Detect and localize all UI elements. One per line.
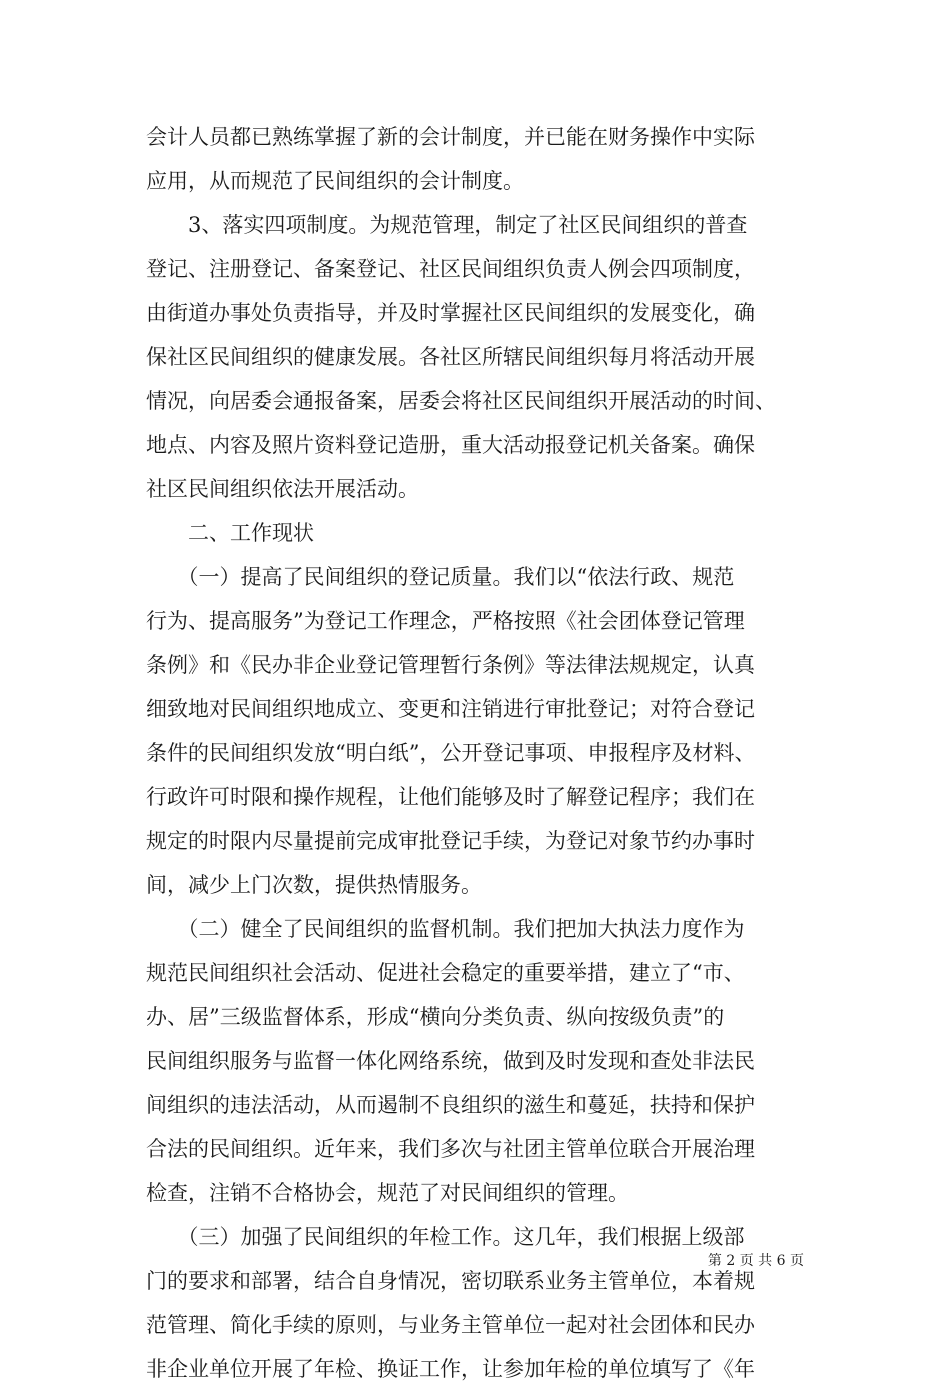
text-line: 社区民间组织依法开展活动。 [146,477,419,501]
text-line: 间，减少上门次数，提供热情服务。 [146,873,482,897]
text-line: （一）提高了民间组织的登记质量。我们以“依法行政、规范 [146,565,735,589]
text-line: （三）加强了民间组织的年检工作。这几年，我们根据上级部 [146,1225,745,1249]
text-line: 非企业单位开展了年检、换证工作，让参加年检的单位填写了《年 [146,1357,755,1381]
text-line: 保社区民间组织的健康发展。各社区所辖民间组织每月将活动开展 [146,345,755,369]
text-line: 办、居”三级监督体系，形成“横向分类负责、纵向按级负责”的 [146,1005,725,1029]
text-line: 登记、注册登记、备案登记、社区民间组织负责人例会四项制度， [146,257,755,281]
text-line: 民间组织服务与监督一体化网络系统，做到及时发现和查处非法民 [146,1049,755,1073]
text-line: 条例》和《民办非企业登记管理暂行条例》等法律法规规定，认真 [146,653,755,677]
text-line: 检查，注销不合格协会，规范了对民间组织的管理。 [146,1181,629,1205]
text-line: 规范民间组织社会活动、促进社会稳定的重要举措，建立了“市、 [146,961,745,985]
text-line: （二）健全了民间组织的监督机制。我们把加大执法力度作为 [146,917,745,941]
text-line: 地点、内容及照片资料登记造册，重大活动报登记机关备案。确保 [146,433,755,457]
section-heading: 二、工作现状 [146,521,314,545]
text-line: 条件的民间组织发放“明白纸”，公开登记事项、申报程序及材料、 [146,741,756,765]
text-line: 情况，向居委会通报备案，居委会将社区民间组织开展活动的时间、 [146,389,776,413]
text-line: 门的要求和部署，结合自身情况，密切联系业务主管单位，本着规 [146,1269,755,1293]
text-line: 细致地对民间组织地成立、变更和注销进行审批登记；对符合登记 [146,697,755,721]
text-line: 间组织的违法活动，从而遏制不良组织的滋生和蔓延，扶持和保护 [146,1093,755,1117]
text-line: 规定的时限内尽量提前完成审批登记手续，为登记对象节约办事时 [146,829,755,853]
text-line: 会计人员都已熟练掌握了新的会计制度，并已能在财务操作中实际 [146,125,755,149]
text-line: 应用，从而规范了民间组织的会计制度。 [146,169,524,193]
text-line: 范管理、简化手续的原则，与业务主管单位一起对社会团体和民办 [146,1313,755,1337]
text-line: 由街道办事处负责指导，并及时掌握社区民间组织的发展变化，确 [146,301,755,325]
text-line: 3、落实四项制度。为规范管理，制定了社区民间组织的普查 [146,213,748,237]
page-number-footer: 第 2 页 共 6 页 [707,1253,804,1269]
text-line: 行为、提高服务”为登记工作理念，严格按照《社会团体登记管理 [146,609,745,633]
text-line: 行政许可时限和操作规程，让他们能够及时了解登记程序；我们在 [146,785,755,809]
document-body [146,115,810,1391]
text-line: 合法的民间组织。近年来，我们多次与社团主管单位联合开展治理 [146,1137,755,1161]
